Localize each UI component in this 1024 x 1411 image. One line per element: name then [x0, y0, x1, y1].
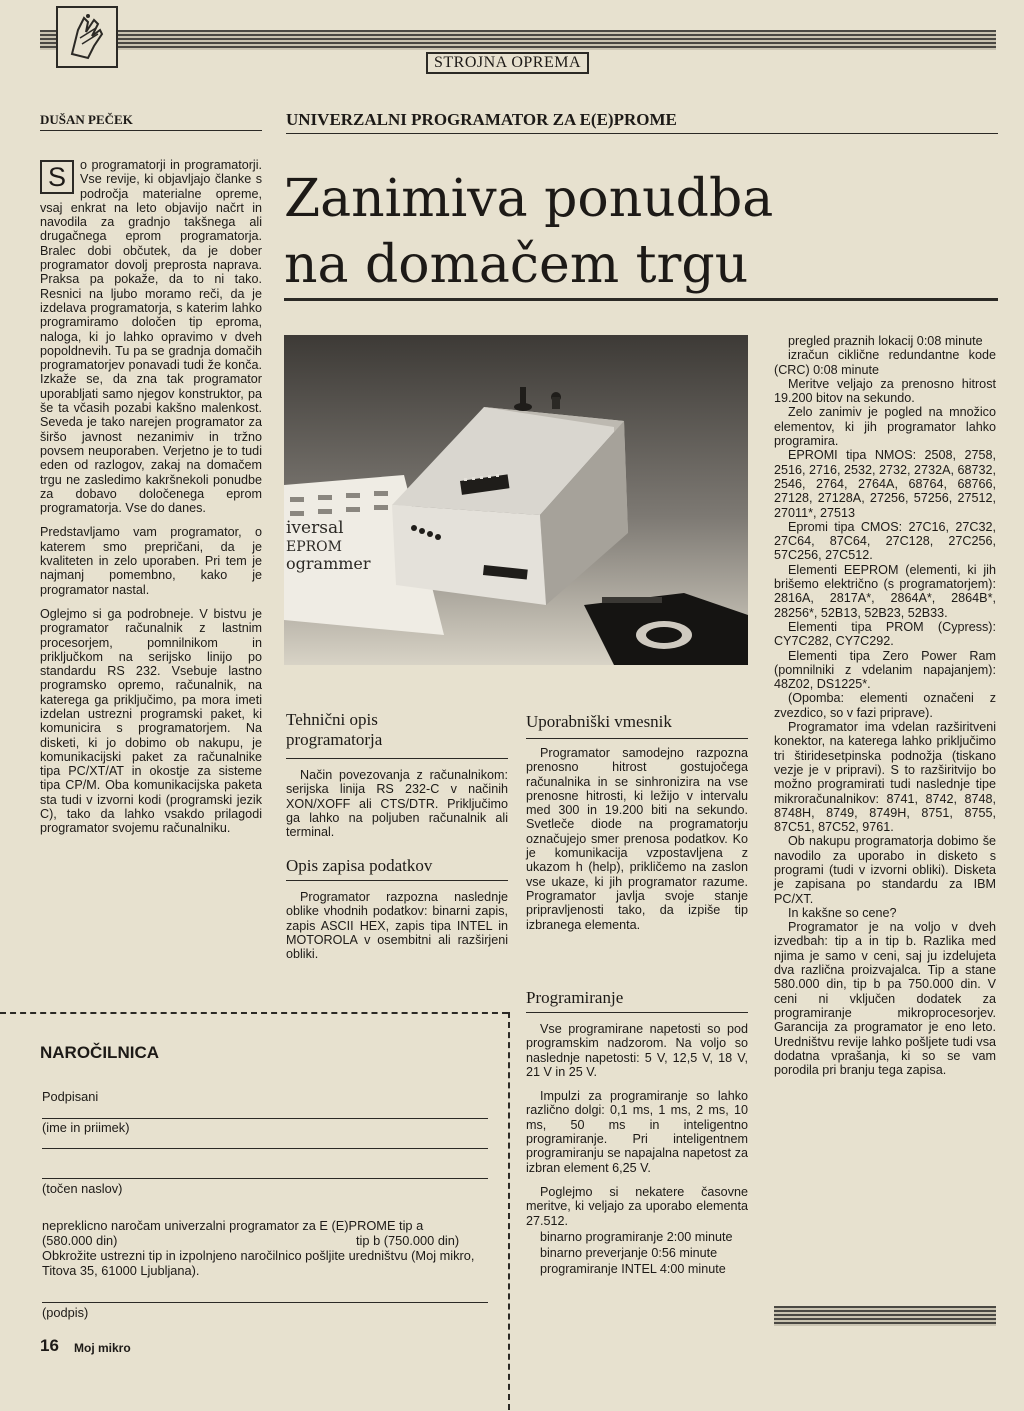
paragraph: Impulzi za programiranje so lahko različno dolgi: 0,1 ms, 1 ms, 2 ms, 10 ms, 50 ms in inteligentno programiranje. Pri inteligentnem programiranju se napajalna napetost za izbran element 6,25 V. — [526, 1089, 748, 1175]
page-number: 16 — [40, 1336, 59, 1355]
order-instructions: Obkrožite ustrezni tip in izpolnjeno naročilnico pošljite uredništvu (Moj mikro, Titova 35, 61000 Ljubljana). — [42, 1248, 475, 1278]
hand-circuit-icon — [58, 8, 116, 66]
paragraph: izračun ciklične redundantne kode (CRC) 0:08 minute — [774, 348, 996, 377]
ui-heading: Uporabniški vmesnik — [526, 712, 672, 731]
prog-heading-rule — [526, 1012, 748, 1013]
paragraph: Elementi tipa PROM (Cypress): CY7C282, CY7C292. — [774, 619, 996, 649]
programmer-device-image — [284, 335, 748, 665]
paragraph: Zelo zanimiv je pogled na množico elementov, ki jih programator lahko programira. — [774, 405, 996, 449]
signature-field[interactable] — [42, 1302, 488, 1303]
paragraph: Meritve veljajo za prenosno hitrost 19.200 bitov na sekundo. — [774, 376, 996, 406]
headline-rule — [284, 298, 998, 301]
tech-heading: Tehnični opis programatorja — [286, 710, 383, 749]
left-column — [40, 158, 262, 846]
headline-line-1: Zanimiva ponudba — [284, 169, 774, 229]
name-field[interactable] — [42, 1118, 488, 1119]
paragraph: Oglejmo si ga podrobneje. V bistvu je programator računalnik z lastnim procesorjem, pomnilnikom in priključkom na serijsko linijo po standardu RS 232. Vsebuje lastno programsko opremo, računalnik, na katerega ga priključimo, pa mora imeti izdelan ustrezni programski paket, ki komunicira s programatorjem. Na disketi, ki jo dobimo ob nakupu, je komunikacijski paket za računalnike tipa PC/XT/AT in okostje za sisteme tipa CP/M. Oba komunikacijska paketa sta tudi v izvorni kodi (programski jezik C), tako da lahko vsakdo prilagodi programator svojemu računalniku. — [40, 606, 262, 836]
order-line: nepreklicno naročam univerzalni programator za E (E)PROME tip a — [42, 1218, 424, 1233]
paragraph: Programator je na voljo v dveh izvedbah: tip a in tip b. Razlika med njima je samo v ceni, saj ju izdelujeta dva različna proizvajalca. Tip a stane 580.000 din, tip b pa 750.000 din. V ceni ni vključen dodatek za programiranje mikroprocesorjev. Garancija za programator je eno leto. Uredništvu revije lahko pošljete tudi vsa dodatna vprašanja, ki so se vam porodila pri branju tega zapisa. — [774, 920, 996, 1078]
right-column — [774, 334, 996, 1077]
timing-item: programiranje INTEL 4:00 minute — [540, 1262, 726, 1277]
dropcap: S — [40, 160, 74, 194]
article-kicker: UNIVERZALNI PROGRAMATOR ZA E(E)PROME — [286, 110, 677, 129]
opis-heading: Opis zapisa podatkov — [286, 856, 433, 875]
author-rule — [40, 130, 262, 131]
section-tag: STROJNA OPREMA — [426, 52, 589, 74]
header-stripe — [40, 30, 996, 50]
photo-label-1: iversal — [286, 518, 344, 538]
price-b: tip b (750.000 din) — [356, 1233, 460, 1248]
name-field-2[interactable] — [42, 1148, 488, 1149]
tech-heading-rule — [286, 758, 508, 759]
paragraph: pregled praznih lokacij 0:08 minute — [788, 334, 983, 348]
opis-text: Programator razpozna naslednje oblike vhodnih podatkov: binarni zapis, zapis ASCII HEX, zapis tipa INTEL in MOTOROLA v osembitni ali razširjeni obliki. — [286, 890, 508, 962]
photo-label-3: ogrammer — [286, 554, 371, 573]
signature-label: (podpis) — [42, 1305, 89, 1320]
paragraph: (Opomba: elementi označeni z zvezdico, so v fazi priprave). — [774, 691, 996, 720]
opis-heading-rule — [286, 880, 508, 881]
paragraph: In kakšne so cene? — [788, 905, 897, 920]
intro-paragraph: S o programatorji in programatorji. Vse revije, ki objavljajo članke s področja materialne opreme, vsaj enkrat na leto objavijo načrt in navodila za gradnjo takšnega ali drugačnega eprom programatorja. Bralec dobi občutek, da je dober programator dovolj preprosta naprava. Praksa pa pokaže, da to ni tako. Resnici na ljubo moramo reči, da je izdelava programatorja, s katerim lahko programiramo določen tip eproma, naloga, ki jo lahko opravimo v dveh popoldnevih. Tu pa se gradnja domačih programatorjev ponavadi tudi že konča. Izkaže se, da zna tak programator uporabljati samo njegov konstruktor, pa še ta včasih pozabi kakšno malenkost. Seveda je tako narejen programator za širšo javnost nezanimiv in tržno povsem neuporaben. Verjetno je to tudi eden od razlogov, zakaj na domačem trgu ne zasledimo kakršnekoli ponudbe za dobavo določenega eprom programatorja. Vse do danes. — [40, 158, 262, 516]
headline-line-2: na domačem trgu — [284, 235, 749, 295]
tech-text: Način povezovanja z računalnikom: serijska linija RS 232-C v načinih XON/XOFF ali CTS/DTR. Priključimo ga lahko na poljuben računalnik ali terminal. — [286, 768, 508, 840]
headline — [284, 166, 844, 298]
kicker-rule — [286, 133, 998, 134]
address-label: (točen naslov) — [42, 1181, 123, 1196]
ui-heading-rule — [526, 738, 748, 739]
order-form-title: NAROČILNICA — [40, 1043, 159, 1062]
coupon-cut-line-top — [0, 1012, 508, 1014]
price-a: (580.000 din) — [42, 1233, 118, 1248]
prog-heading: Programiranje — [526, 988, 624, 1007]
paragraph: Programator ima vdelan razširitveni konektor, na katerega lahko priključimo tri štiridesetpinska podnožja (tiskano vezje je v pripravi). S to razširitvijo bo možno programirati tudi naslednje tipe mikroračunalnikov: 8741, 8742, 8748, 8748H, 8749, 8749H, 8751, 8755, 87C51, 87C52, 9761. — [774, 720, 996, 835]
paragraph: Predstavljamo vam programator, o katerem smo prepričani, da je kvaliteten in zelo uporaben. Pri tem je najmanj pomembno, kako je programator nastal. — [40, 525, 262, 597]
address-field[interactable] — [42, 1178, 488, 1179]
paragraph: Ob nakupu programatorja dobimo še navodilo za uporabo in disketo s programi (tudi v izvorni obliki). Disketa je zapisana po standardu za IBM PC/XT. — [774, 834, 996, 906]
footer-stripe — [774, 1306, 996, 1326]
name-label: (ime in priimek) — [42, 1120, 130, 1135]
paragraph: Elementi tipa Zero Power Ram (pomnilniki z vdelanim napajanjem): 48Z02, DS1225*. — [774, 648, 996, 692]
section-logo — [56, 6, 118, 68]
paragraph: Vse programirane napetosti so pod programskim nadzorom. Na voljo so naslednje napetosti: 5 V, 12,5 V, 18 V, 21 V in 25 V. — [526, 1022, 748, 1079]
timing-item: binarno preverjanje 0:56 minute — [540, 1246, 718, 1261]
ui-text: Programator samodejno razpozna prenosno hitrost gostujočega računalnika in se sinhronizira na vse prenosne hitrosti, ki ležijo v intervalu med 300 in 19.200 biti na sekundo. Svetleče diode na programatorju označujejo smer prenosa podatkov. Ko je komunikacija vzpostavljena z ukazom h (help), prikličemo na zaslon vse ukaze, ki jih programator razume. Programator javlja svoje stanje pripravljenosti tako, da izpiše tip izbranega elementa. — [526, 746, 748, 932]
signed-label: Podpisani — [42, 1089, 99, 1104]
timing-item: binarno programiranje 2:00 minute — [540, 1229, 733, 1244]
paragraph: Epromi tipa CMOS: 27C16, 27C32, 27C64, 87C64, 27C128, 27C256, 57C256, 27C512. — [774, 519, 996, 563]
magazine-name: Moj mikro — [74, 1341, 131, 1355]
author-name: DUŠAN PEČEK — [40, 112, 133, 127]
prog-text — [526, 1022, 748, 1277]
paragraph: EPROMI tipa NMOS: 2508, 2758, 2516, 2716, 2532, 2732, 2732A, 68732, 2546, 2764, 2764A, 68764, 68766, 27128, 27128A, 27256, 57256, 27512, 27011*, 27513 — [774, 448, 996, 520]
coupon-cut-line-right — [508, 1012, 510, 1410]
photo-label-2: EPROM — [286, 539, 342, 555]
product-photo — [284, 335, 748, 665]
paragraph: Poglejmo si nekatere časovne meritve, ki veljajo za uporabo elementa 27.512. — [526, 1184, 748, 1228]
paragraph: Elementi EEPROM (elementi, ki jih brišemo električno (s programatorjem): 2816A, 2817A*, 2864A*, 2864B*, 28256*, 52B13, 52B23, 52B33. — [774, 562, 996, 620]
